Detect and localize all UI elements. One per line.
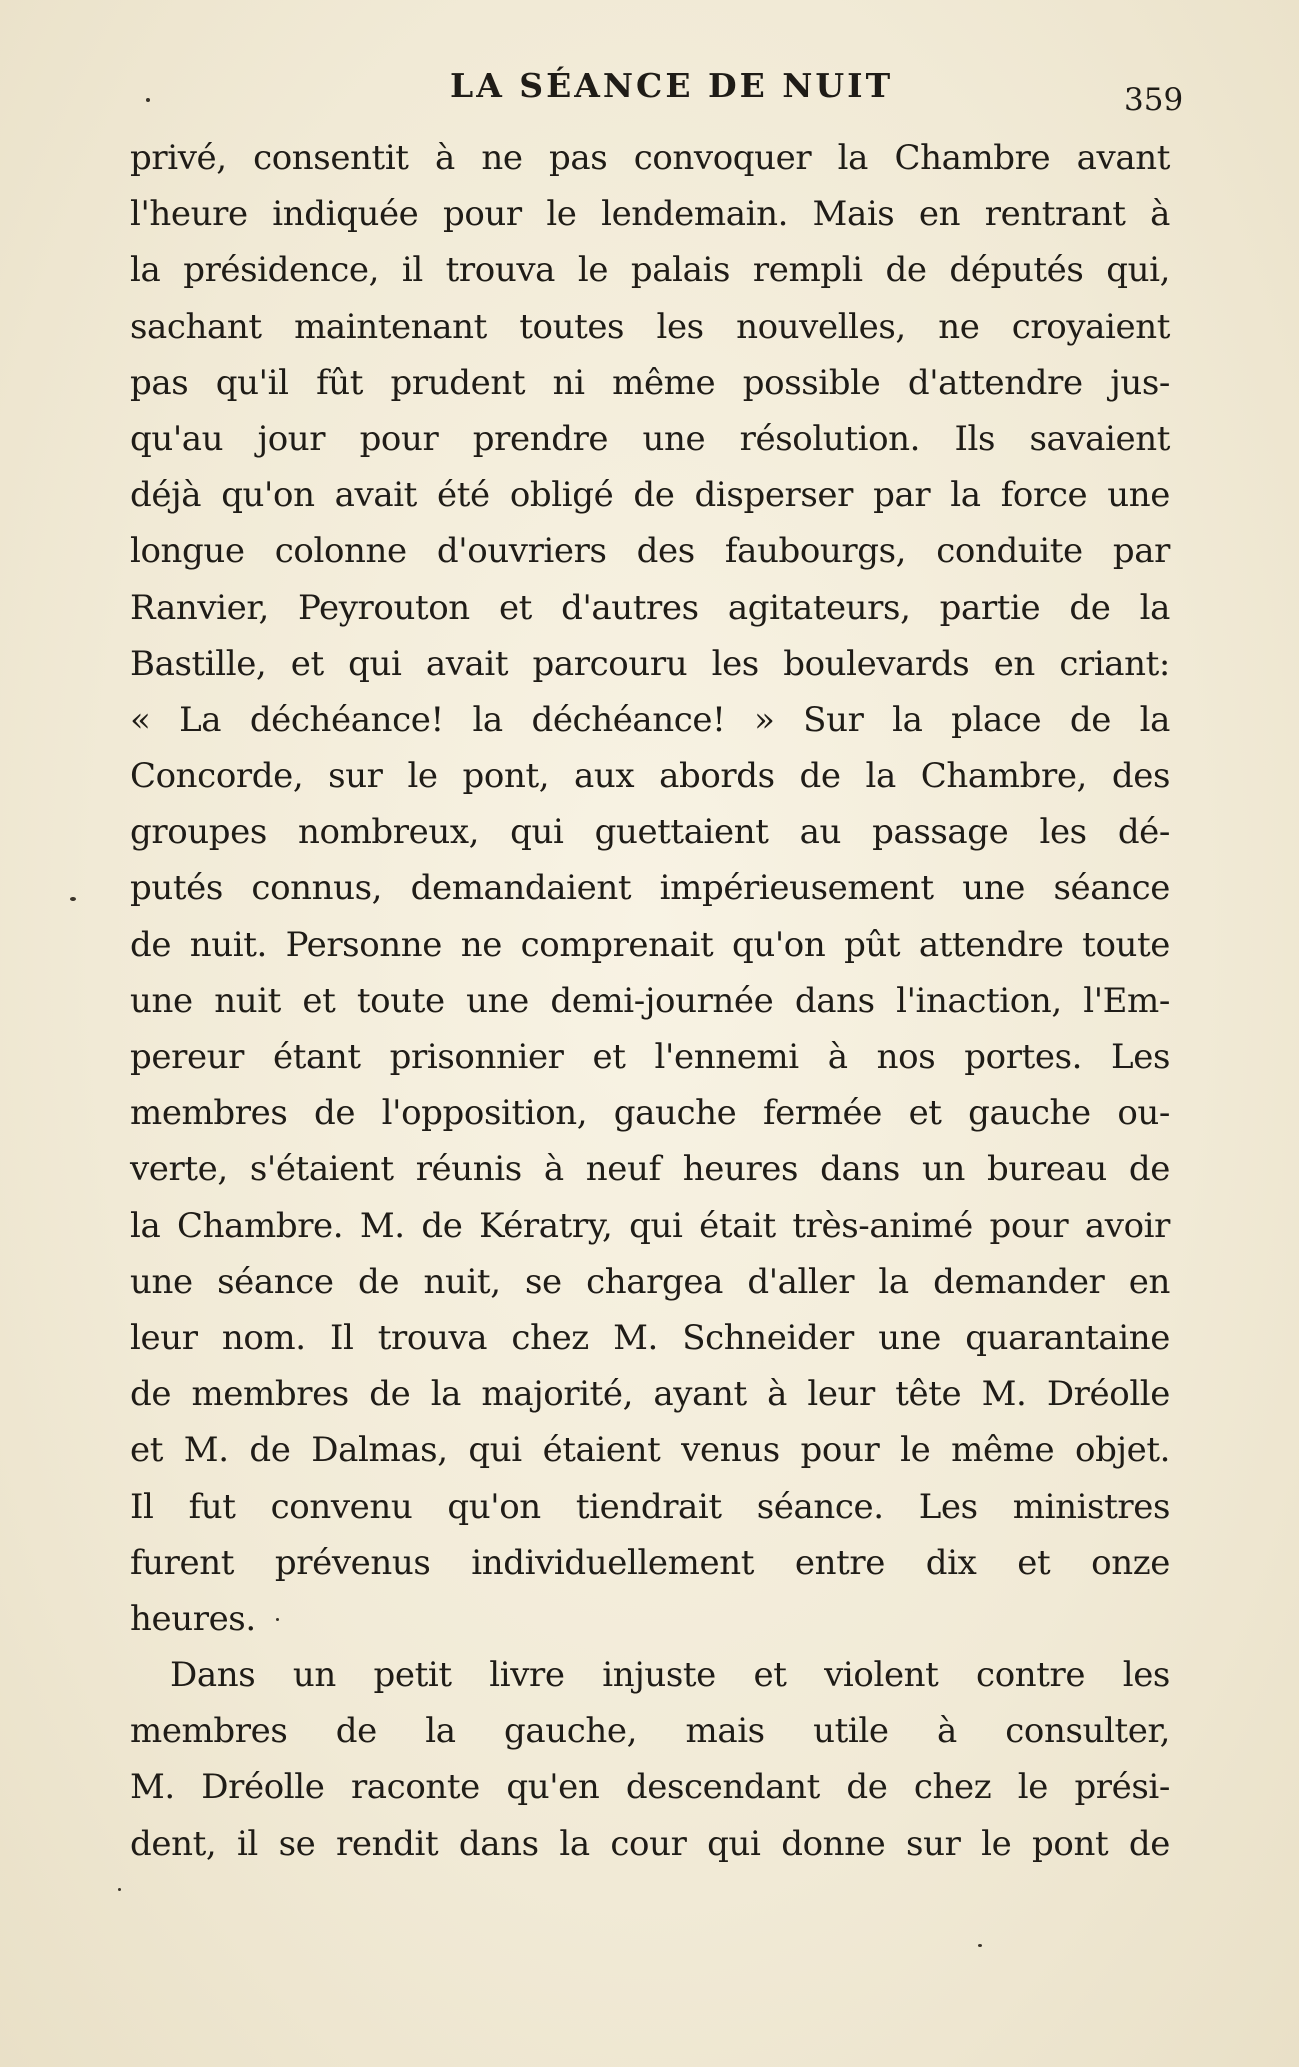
- text-line: privé, consentit à ne pas convoquer la Chambre avant: [130, 138, 1170, 178]
- body-text: [130, 130, 1170, 1872]
- text-line: l'heure indiquée pour le lendemain. Mais en rentrant à: [130, 194, 1170, 235]
- text-line: qu'au jour pour prendre une résolution. Ils savaient: [130, 418, 1170, 459]
- text-line: longue colonne d'ouvriers des faubourgs, conduite par: [130, 531, 1170, 572]
- text-line: furent prévenus individuellement entre dix et onze: [130, 1542, 1170, 1583]
- text-line: de membres de la majorité, ayant à leur tête M. Dréolle: [130, 1374, 1170, 1415]
- paragraph-2: [130, 1647, 1170, 1872]
- text-line: une séance de nuit, se chargea d'aller la demander en: [130, 1261, 1170, 1302]
- text-line: membres de l'opposition, gauche fermée et gauche ou-: [130, 1093, 1170, 1134]
- running-head: [0, 62, 1299, 118]
- text-line: la présidence, il trouva le palais rempli de députés qui,: [130, 250, 1170, 291]
- text-line: M. Dréolle raconte qu'en descendant de chez le prési-: [130, 1767, 1170, 1808]
- ink-speck: [70, 897, 76, 901]
- text-line: déjà qu'on avait été obligé de disperser par la force une: [130, 475, 1170, 516]
- running-title: LA SÉANCE DE NUIT: [450, 66, 894, 105]
- text-line: membres de la gauche, mais utile à consulter,: [130, 1711, 1170, 1752]
- text-line: « La déchéance! la déchéance! » Sur la place de la: [130, 699, 1170, 740]
- text-line: une nuit et toute une demi-journée dans l'inaction, l'Em-: [130, 980, 1170, 1021]
- ink-speck: [146, 98, 150, 102]
- ink-speck: [276, 1618, 279, 1621]
- text-line: Il fut convenu qu'on tiendrait séance. Les ministres: [130, 1486, 1170, 1527]
- page-number: 359: [1124, 82, 1184, 118]
- text-line: pereur étant prisonnier et l'ennemi à nos portes. Les: [130, 1037, 1170, 1077]
- text-line: de nuit. Personne ne comprenait qu'on pût attendre toute: [130, 924, 1170, 965]
- text-line: heures.: [130, 1598, 256, 1639]
- text-line: groupes nombreux, qui guettaient au passage les dé-: [130, 812, 1170, 853]
- text-line: Bastille, et qui avait parcouru les boulevards en criant:: [130, 643, 1170, 684]
- text-line: putés connus, demandaient impérieusement une séance: [130, 868, 1170, 909]
- text-line: la Chambre. M. de Kératry, qui était très-animé pour avoir: [130, 1205, 1170, 1246]
- text-line: Ranvier, Peyrouton et d'autres agitateurs, partie de la: [130, 587, 1170, 628]
- paragraph-1: [130, 130, 1170, 1647]
- ink-speck: [118, 1888, 121, 1891]
- text-line: Dans un petit livre injuste et violent contre les: [170, 1655, 1170, 1696]
- text-line: pas qu'il fût prudent ni même possible d'attendre jus-: [130, 362, 1170, 403]
- text-line: sachant maintenant toutes les nouvelles, ne croyaient: [130, 306, 1170, 347]
- text-line: dent, il se rendit dans la cour qui donne sur le pont de: [130, 1823, 1170, 1864]
- text-line: et M. de Dalmas, qui étaient venus pour le même objet.: [130, 1430, 1170, 1471]
- ink-speck: [978, 1944, 982, 1947]
- text-line: Concorde, sur le pont, aux abords de la Chambre, des: [130, 756, 1170, 797]
- text-line: verte, s'étaient réunis à neuf heures dans un bureau de: [130, 1149, 1170, 1190]
- text-line: leur nom. Il trouva chez M. Schneider une quarantaine: [130, 1317, 1170, 1358]
